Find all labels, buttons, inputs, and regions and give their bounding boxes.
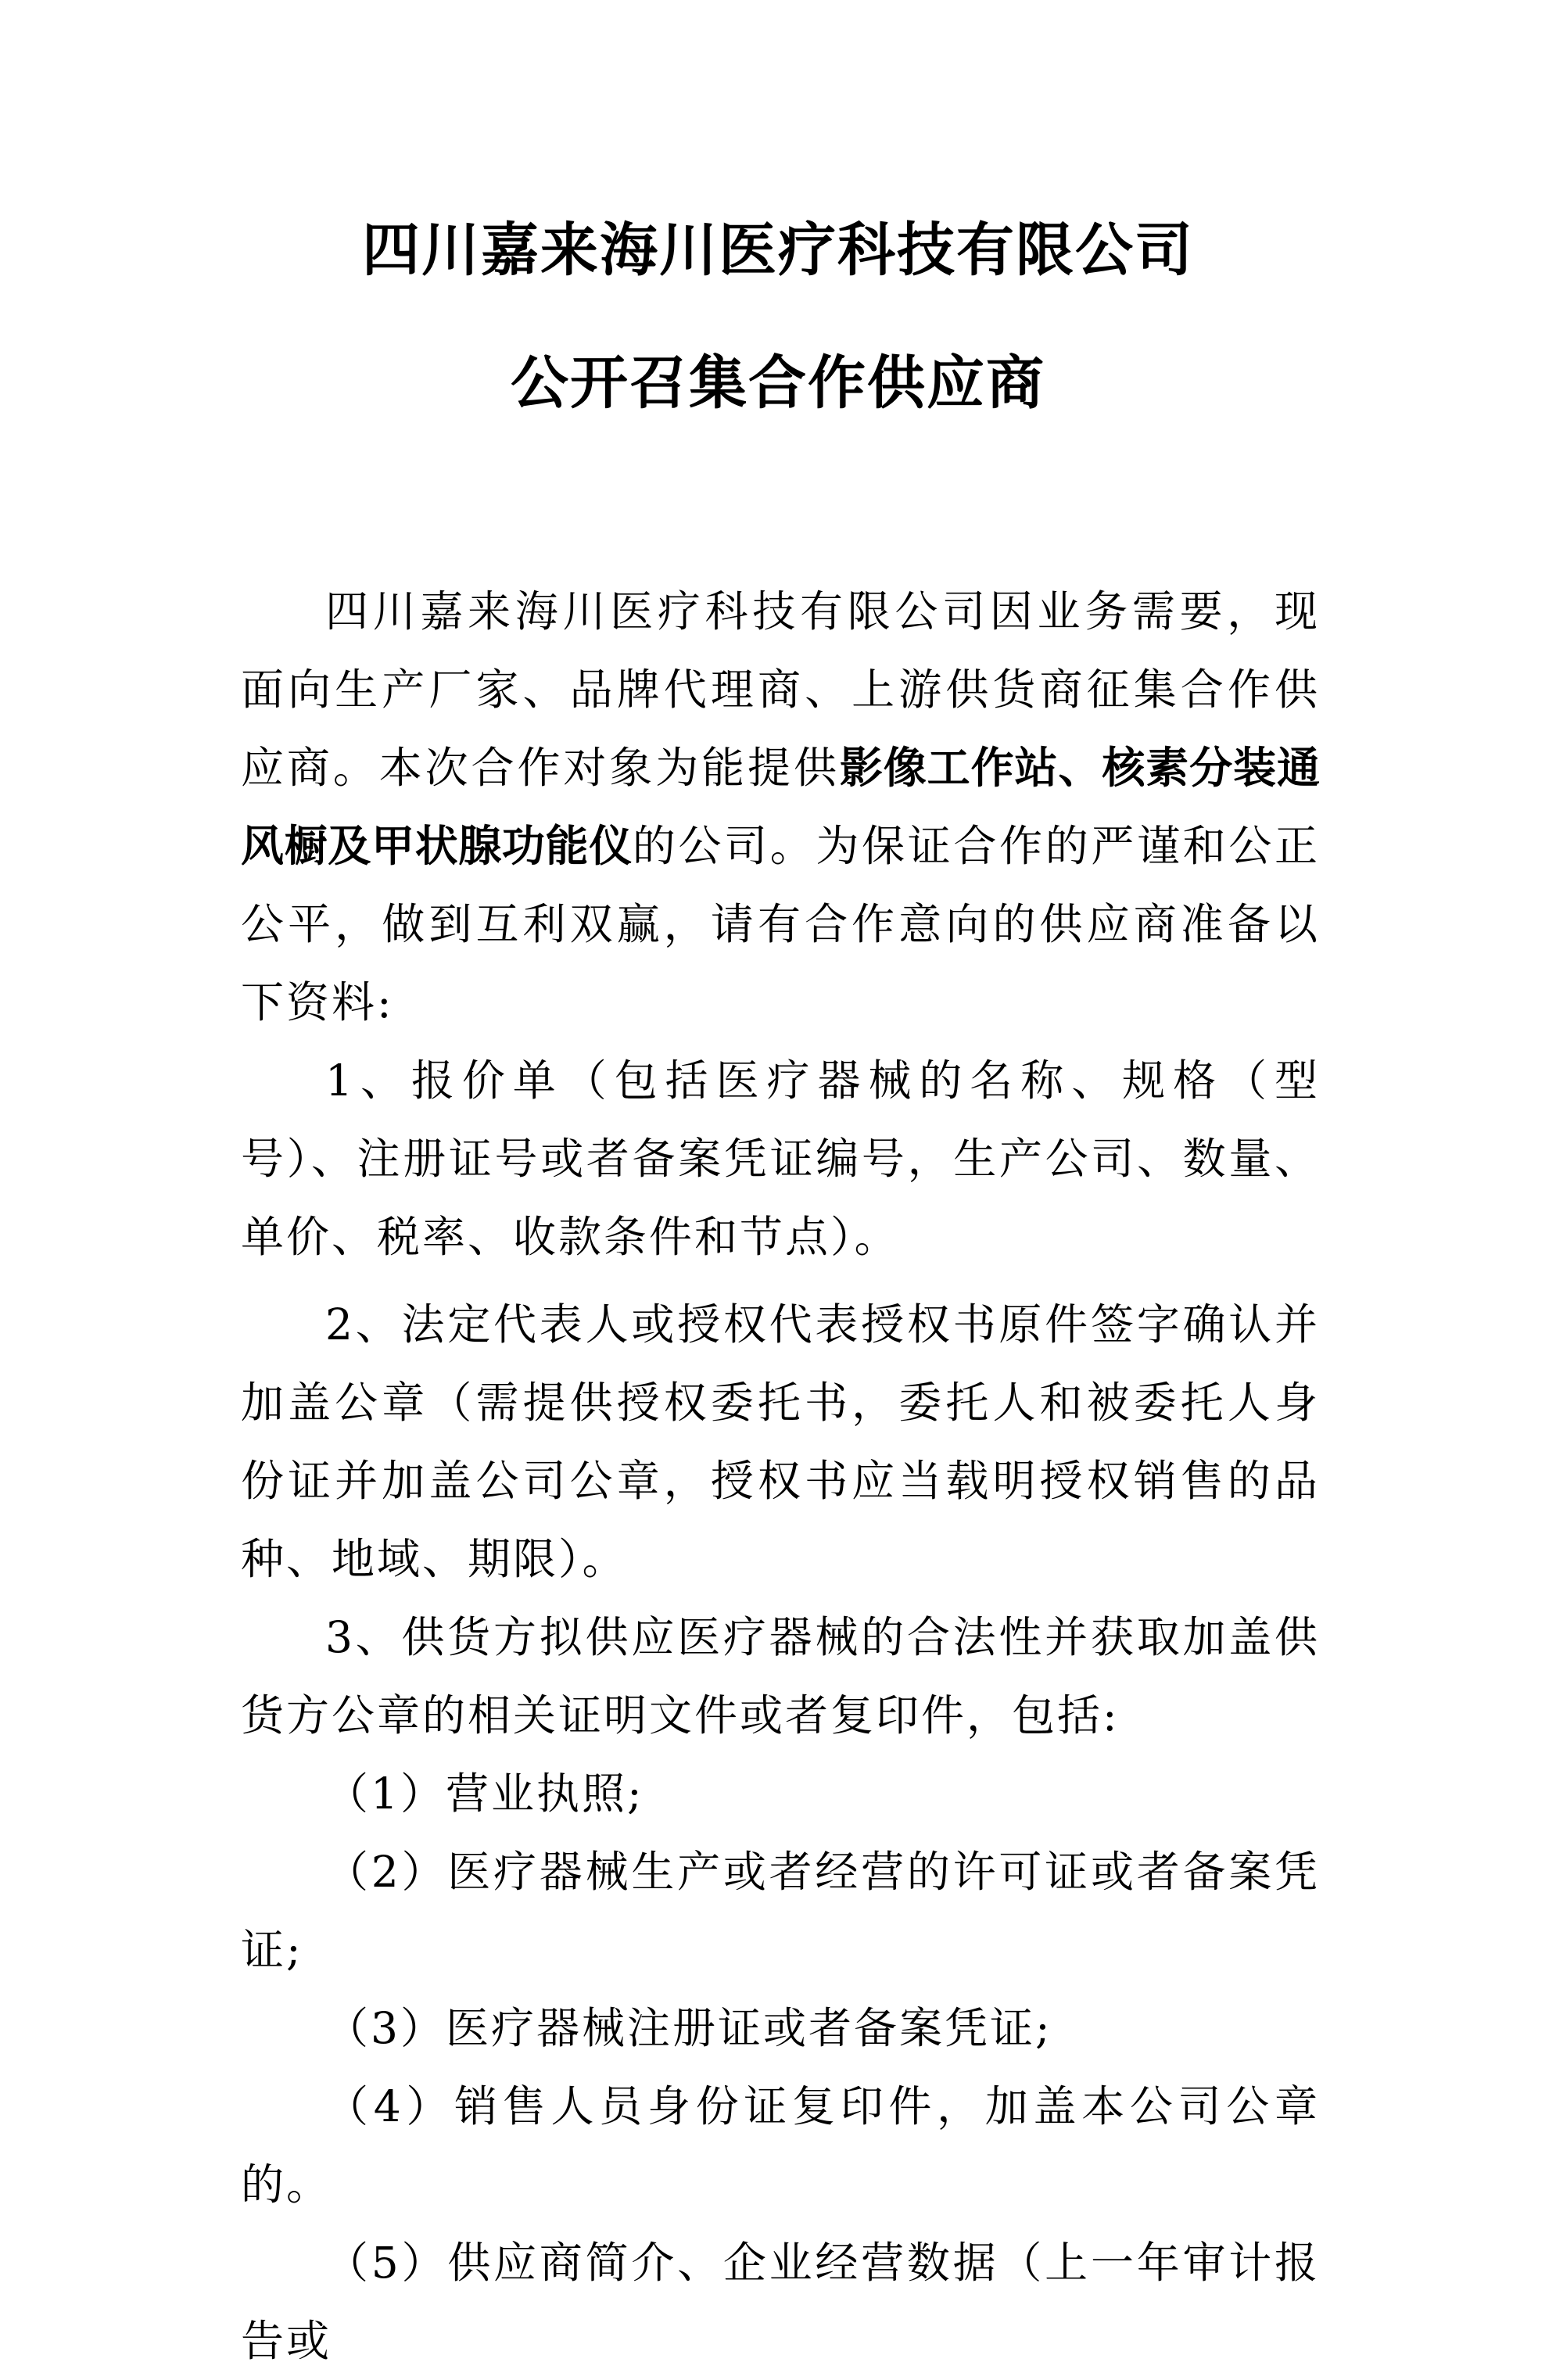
sub-item-1: （1）营业执照; [325,1769,644,1819]
document-body [241,572,1320,2380]
sub-item-4: （4）销售人员身份证复印件，加盖本公司公章的。 [241,2081,1320,2210]
title-line-2: 公开召集合作供应商 [511,349,1045,417]
sub-item-5: （5）供应商简介、企业经营数据（上一年审计报告或 [241,2238,1320,2366]
intro-paragraph [241,572,1320,1041]
sub-item-3: （3）医疗器械注册证或者备案凭证; [325,2003,1052,2053]
intro-text-1: 四川嘉来海川医疗科技有限公司因业务需要，现面向生产厂家、品牌代理商、上游供货商征集合作供应商。本次合作对象为能提供 [241,586,1320,793]
intro-highlight: 影像工作站、核素分装通风橱及甲状腺功能仪 [241,743,1320,871]
sub-item-2: （2）医疗器械生产或者经营的许可证或者备案凭证; [241,1847,1320,1975]
item-1: 1、报价单（包括医疗器械的名称、规格（型号）、注册证号或者备案凭证编号，生产公司、数量、单价、税率、收款条件和节点）。 [241,1056,1320,1262]
item-2: 2、法定代表人或授权代表授权书原件签字确认并加盖公章（需提供授权委托书，委托人和被委托人身份证并加盖公司公章，授权书应当载明授权销售的品种、地域、期限）。 [241,1299,1320,1584]
title-line-1: 四川嘉来海川医疗科技有限公司 [362,217,1194,284]
intro-text-2: 的公司。为保证合作的严谨和公正公平，做到互利双赢，请有合作意向的供应商准备以下资料: [241,821,1320,1027]
item-3: 3、供货方拟供应医疗器械的合法性并获取加盖供货方公章的相关证明文件或者复印件，包括: [241,1612,1320,1740]
